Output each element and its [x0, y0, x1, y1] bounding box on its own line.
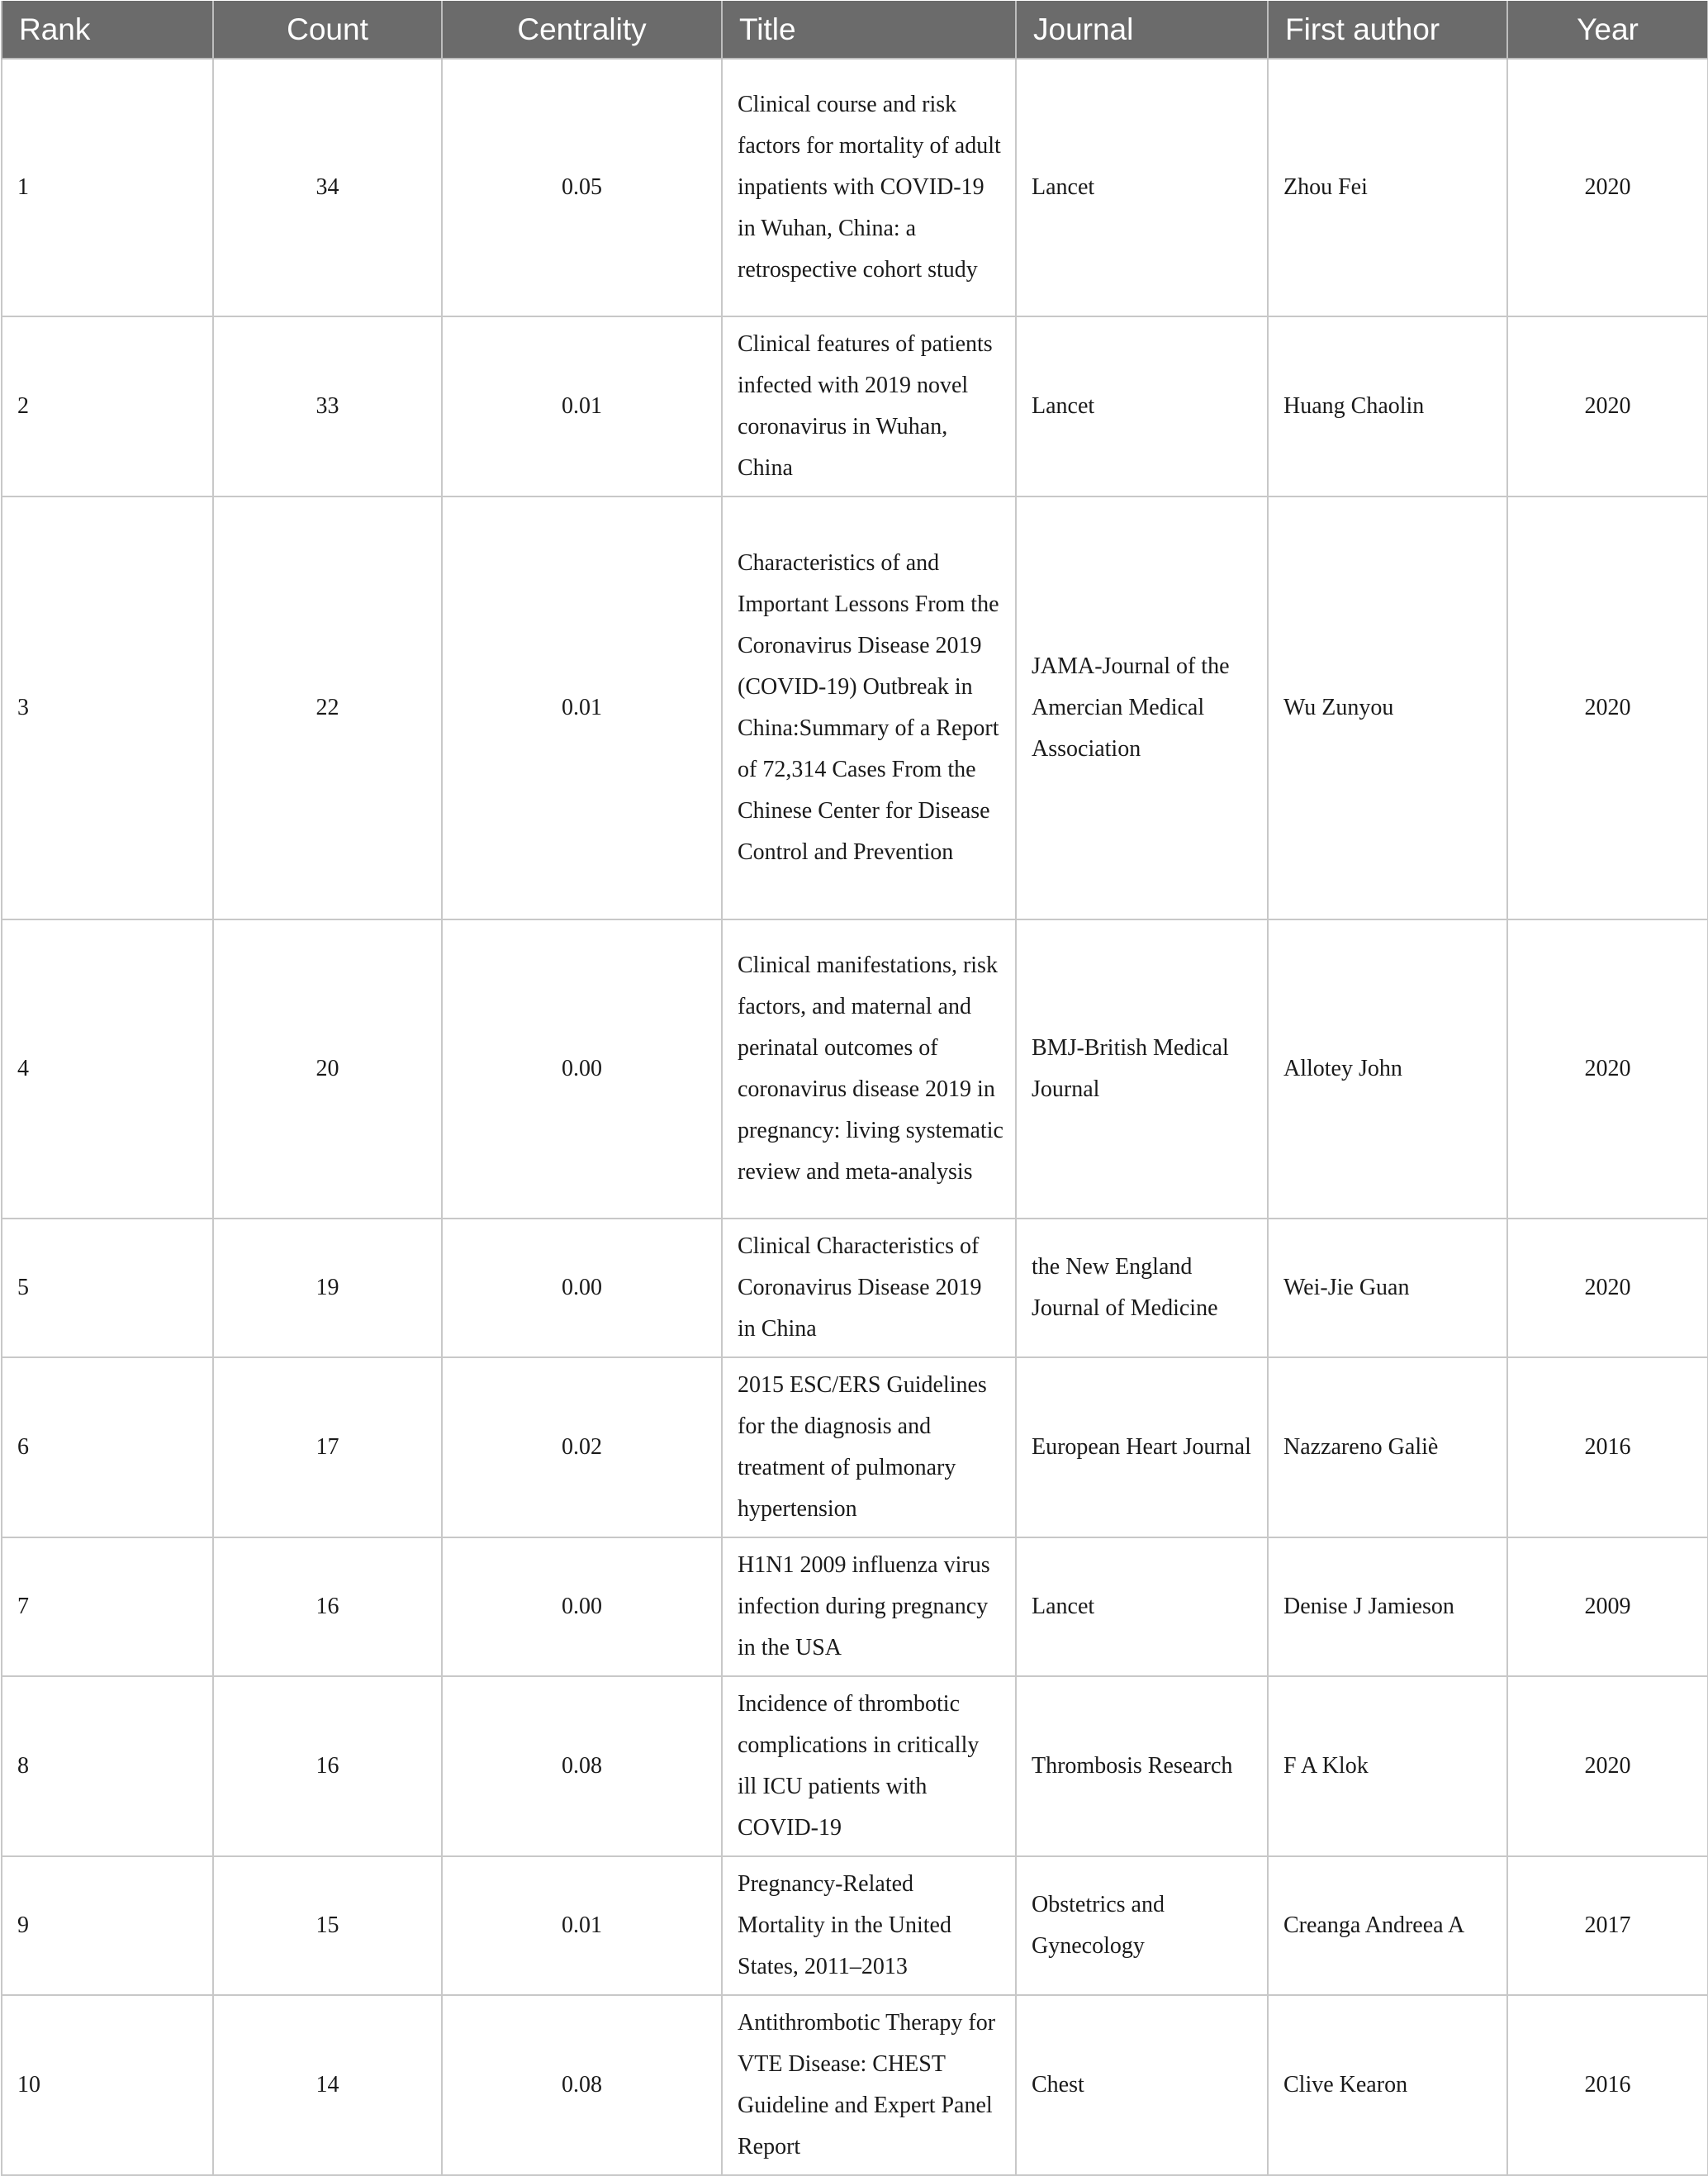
cell-title: Pregnancy-Related Mortality in the United States, 2011–2013: [722, 1856, 1016, 1995]
cell-count: 34: [213, 59, 442, 316]
cell-count: 14: [213, 1995, 442, 2175]
header-count: Count: [213, 1, 442, 59]
cell-first-author: Wu Zunyou: [1268, 496, 1507, 919]
cell-centrality: 0.08: [442, 1676, 722, 1856]
cell-first-author: Zhou Fei: [1268, 59, 1507, 316]
header-title: Title: [722, 1, 1016, 59]
cell-title: Clinical features of patients infected with 2019 novel coronavirus in Wuhan, China: [722, 316, 1016, 496]
cell-rank: 2: [2, 316, 213, 496]
cell-journal: Lancet: [1016, 1537, 1268, 1676]
cell-year: 2009: [1507, 1537, 1708, 1676]
cell-first-author: Huang Chaolin: [1268, 316, 1507, 496]
cell-title: 2015 ESC/ERS Guidelines for the diagnosis and treatment of pulmonary hypertension: [722, 1357, 1016, 1537]
table-row: [2, 919, 1708, 1219]
table-row: [2, 316, 1708, 496]
cell-rank: 8: [2, 1676, 213, 1856]
cell-first-author: Nazzareno Galiè: [1268, 1357, 1507, 1537]
cell-count: 33: [213, 316, 442, 496]
table-row: [2, 1219, 1708, 1357]
cell-centrality: 0.00: [442, 1219, 722, 1357]
cell-centrality: 0.08: [442, 1995, 722, 2175]
header-centrality: Centrality: [442, 1, 722, 59]
cell-count: 19: [213, 1219, 442, 1357]
cell-journal: BMJ-British Medical Journal: [1016, 919, 1268, 1219]
references-table-container: [1, 1, 1707, 2176]
cell-year: 2020: [1507, 316, 1708, 496]
cell-centrality: 0.05: [442, 59, 722, 316]
cell-centrality: 0.01: [442, 496, 722, 919]
table-row: [2, 1537, 1708, 1676]
cell-rank: 6: [2, 1357, 213, 1537]
references-table: [1, 1, 1708, 2176]
cell-journal: Lancet: [1016, 316, 1268, 496]
cell-rank: 1: [2, 59, 213, 316]
table-row: [2, 59, 1708, 316]
cell-year: 2020: [1507, 59, 1708, 316]
cell-first-author: Creanga Andreea A: [1268, 1856, 1507, 1995]
cell-rank: 5: [2, 1219, 213, 1357]
cell-count: 17: [213, 1357, 442, 1537]
cell-title: Antithrombotic Therapy for VTE Disease: CHEST Guideline and Expert Panel Report: [722, 1995, 1016, 2175]
cell-centrality: 0.02: [442, 1357, 722, 1537]
header-journal: Journal: [1016, 1, 1268, 59]
cell-year: 2016: [1507, 1357, 1708, 1537]
cell-year: 2020: [1507, 1219, 1708, 1357]
cell-title: H1N1 2009 influenza virus infection during pregnancy in the USA: [722, 1537, 1016, 1676]
cell-centrality: 0.00: [442, 919, 722, 1219]
table-body: [2, 59, 1708, 2175]
cell-first-author: Wei-Jie Guan: [1268, 1219, 1507, 1357]
cell-count: 20: [213, 919, 442, 1219]
table-row: [2, 1995, 1708, 2175]
cell-journal: the New England Journal of Medicine: [1016, 1219, 1268, 1357]
cell-year: 2017: [1507, 1856, 1708, 1995]
cell-title: Clinical manifestations, risk factors, and maternal and perinatal outcomes of coronavirus disease 2019 in pregnancy: living systematic review and meta-analysis: [722, 919, 1016, 1219]
cell-journal: JAMA-Journal of the Amercian Medical Association: [1016, 496, 1268, 919]
cell-year: 2020: [1507, 1676, 1708, 1856]
cell-title: Clinical Characteristics of Coronavirus Disease 2019 in China: [722, 1219, 1016, 1357]
cell-journal: Obstetrics and Gynecology: [1016, 1856, 1268, 1995]
header-year: Year: [1507, 1, 1708, 59]
cell-rank: 7: [2, 1537, 213, 1676]
cell-rank: 10: [2, 1995, 213, 2175]
table-row: [2, 1676, 1708, 1856]
cell-centrality: 0.00: [442, 1537, 722, 1676]
cell-rank: 9: [2, 1856, 213, 1995]
cell-first-author: Allotey John: [1268, 919, 1507, 1219]
table-row: [2, 1357, 1708, 1537]
cell-first-author: Clive Kearon: [1268, 1995, 1507, 2175]
cell-count: 16: [213, 1537, 442, 1676]
cell-year: 2020: [1507, 919, 1708, 1219]
cell-count: 15: [213, 1856, 442, 1995]
table-row: [2, 1856, 1708, 1995]
cell-count: 16: [213, 1676, 442, 1856]
cell-journal: Thrombosis Research: [1016, 1676, 1268, 1856]
cell-year: 2016: [1507, 1995, 1708, 2175]
header-first-author: First author: [1268, 1, 1507, 59]
cell-title: Characteristics of and Important Lessons From the Coronavirus Disease 2019 (COVID-19) Outbreak in China:Summary of a Report of 72,314 Cases From the Chinese Center for Disease Control and Prevention: [722, 496, 1016, 919]
cell-centrality: 0.01: [442, 316, 722, 496]
cell-count: 22: [213, 496, 442, 919]
cell-centrality: 0.01: [442, 1856, 722, 1995]
cell-first-author: Denise J Jamieson: [1268, 1537, 1507, 1676]
header-rank: Rank: [2, 1, 213, 59]
cell-title: Incidence of thrombotic complications in critically ill ICU patients with COVID-19: [722, 1676, 1016, 1856]
cell-first-author: F A Klok: [1268, 1676, 1507, 1856]
table-header: [2, 1, 1708, 59]
cell-rank: 4: [2, 919, 213, 1219]
cell-year: 2020: [1507, 496, 1708, 919]
cell-journal: Lancet: [1016, 59, 1268, 316]
cell-journal: European Heart Journal: [1016, 1357, 1268, 1537]
cell-journal: Chest: [1016, 1995, 1268, 2175]
cell-title: Clinical course and risk factors for mortality of adult inpatients with COVID-19 in Wuhan, China: a retrospective cohort study: [722, 59, 1016, 316]
table-row: [2, 496, 1708, 919]
header-row: [2, 1, 1708, 59]
cell-rank: 3: [2, 496, 213, 919]
